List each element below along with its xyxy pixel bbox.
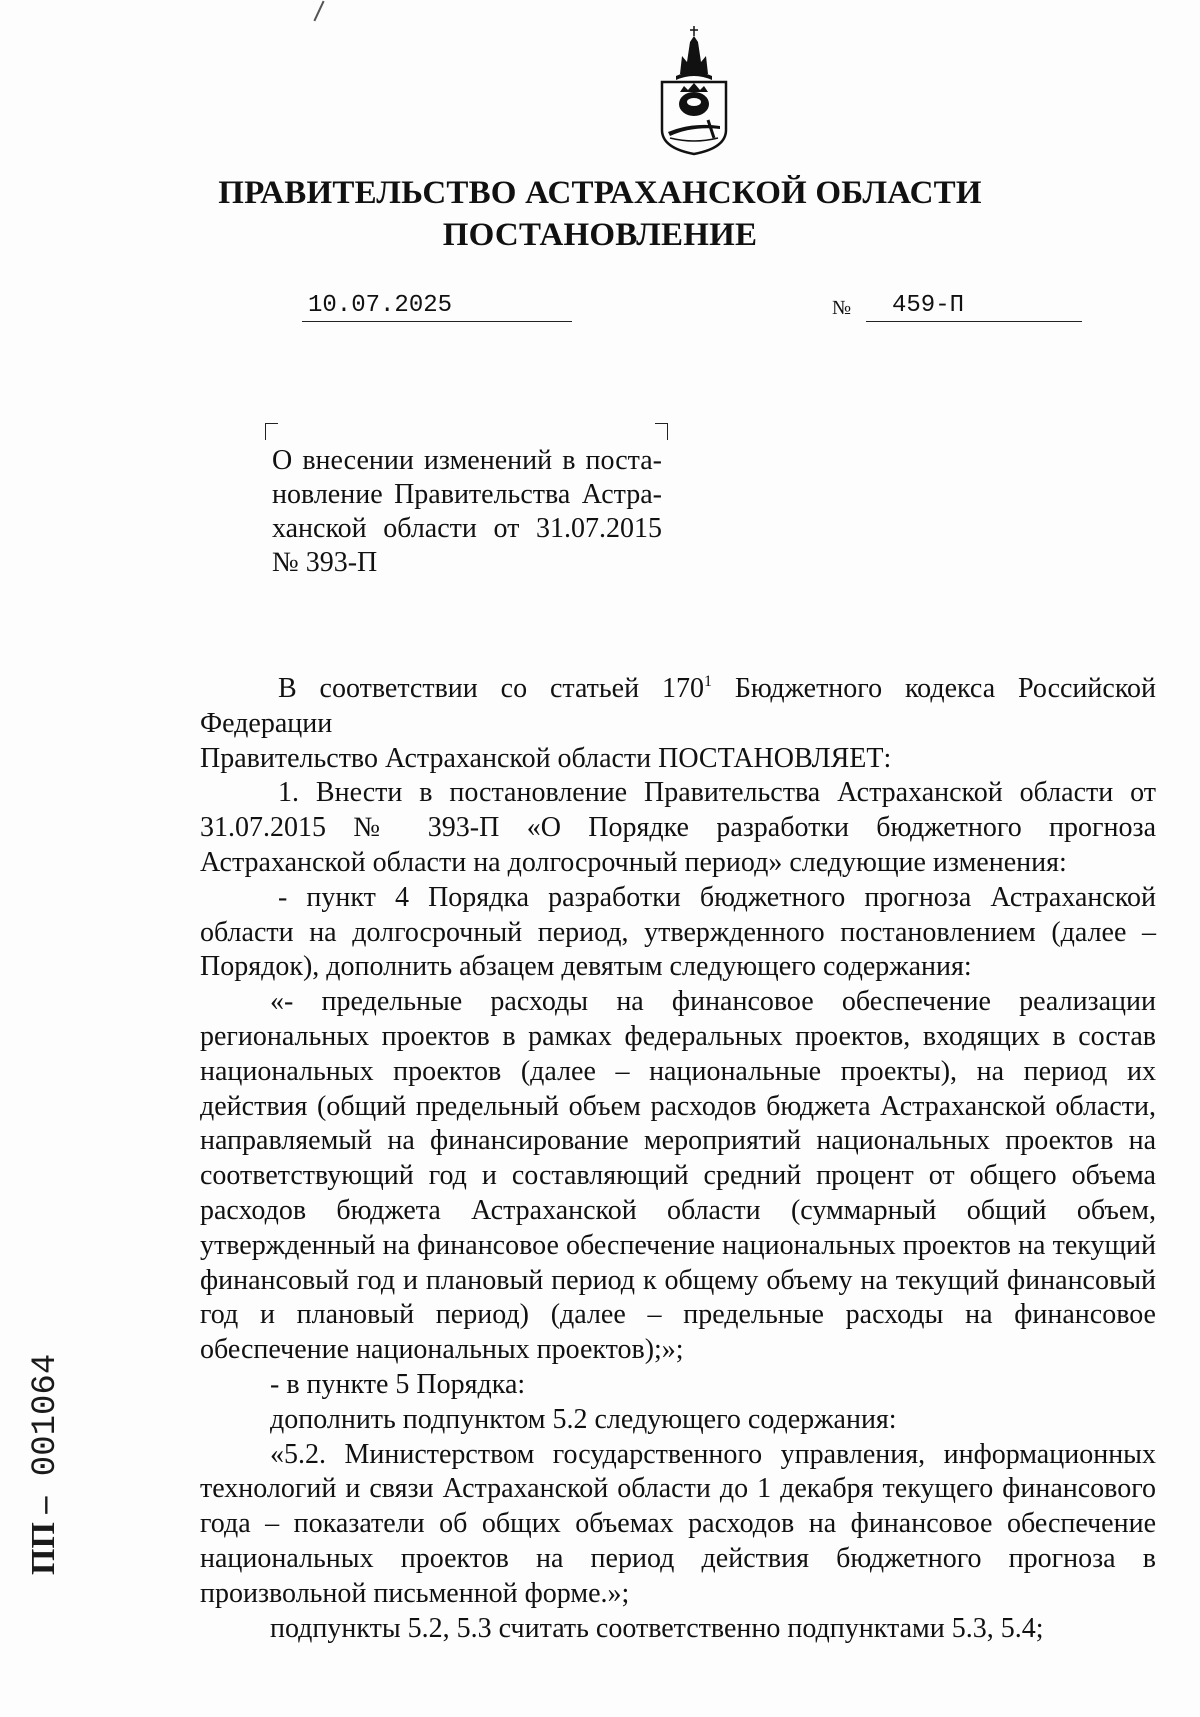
number-sign: №: [832, 297, 852, 319]
basis-text: В соответствии со статьей 170: [278, 673, 704, 704]
document-date: 10.07.2025: [302, 291, 572, 322]
side-number-prefix: ПП –: [25, 1496, 62, 1575]
basis-text-continued: Бюджетного кодекса Российской Федерации: [200, 673, 1156, 739]
organization-title: ПРАВИТЕЛЬСТВО АСТРАХАНСКОЙ ОБЛАСТИ: [218, 175, 982, 211]
body-paragraph-point-5: - в пункте 5 Порядка:: [270, 1368, 526, 1400]
body-paragraph-item-1: 1. Внести в постановление Правительства Астраханской области от 31.07.2015 № 393-П «О Порядке разработки бюджетного прогноза Астраханской области на долгосрочный период» следующие изменения:: [200, 777, 1156, 878]
document-number: 459-П: [866, 291, 1082, 322]
subject-bracket-right: [655, 423, 668, 440]
document-type-title: ПОСТАНОВЛЕНИЕ: [442, 217, 758, 253]
coat-of-arms-emblem: [656, 26, 732, 156]
body-paragraph-point-4: - пункт 4 Порядка разработки бюджетного прогноза Астраханской области на долгосрочный период, утвержденного постановлением (далее – Порядок), дополнить абзацем девятым следующего содержания:: [200, 881, 1156, 983]
body-paragraph-resolves: Правительство Астраханской области ПОСТАНОВЛЯЕТ:: [200, 742, 892, 774]
body-paragraph-basis: [200, 672, 1156, 742]
article-superscript: 1: [703, 673, 712, 690]
document-body: [200, 672, 1156, 1646]
subject-line: О внесении изменений в поста-: [272, 445, 662, 476]
subject-line: новление Правительства Астра-: [272, 479, 662, 510]
subject-line: ханской области от 31.07.2015: [272, 513, 662, 544]
document-subject: [272, 444, 662, 580]
body-paragraph-add-subpoint: дополнить подпунктом 5.2 следующего содержания:: [270, 1403, 897, 1435]
document-header: [0, 172, 1200, 256]
side-number-value: 001064: [27, 1353, 65, 1477]
subject-bracket-left: [265, 423, 278, 440]
subject-line: № 393-П: [272, 547, 378, 578]
body-paragraph-quote-1: «- предельные расходы на финансовое обеспечение реализации региональных проектов в рамках федеральных проектов, входящих в состав национальных проектов (далее – национальные проекты), на период их действия (общий предельный объем расходов бюджета Астраханской области, направляемый на финансирование мероприятий национальных проектов на соответствующий год и составляющий средний процент от общего объема расходов бюджета Астраханской области (суммарный общий объем, утвержденный на финансовое обеспечение национальных проектов на текущий финансовый год и плановый период к общему объему на текущий финансовый год и плановый период) (далее – предельные расходы на финансовое обеспечение национальных проектов);»;: [200, 986, 1156, 1366]
body-paragraph-renumber: подпункты 5.2, 5.3 считать соответственно подпунктами 5.3, 5.4;: [270, 1612, 1044, 1644]
stray-pen-mark: [313, 1, 324, 22]
body-paragraph-quote-2: «5.2. Министерством государственного управления, информационных технологий и связи Астраханской области до 1 декабря текущего финансового года – показатели об общих объемах расходов на финансовое обеспечение национальных проектов на период действия бюджетного прогноза в произвольной письменной форме.»;: [200, 1438, 1156, 1609]
side-registration-number: [24, 1353, 65, 1575]
